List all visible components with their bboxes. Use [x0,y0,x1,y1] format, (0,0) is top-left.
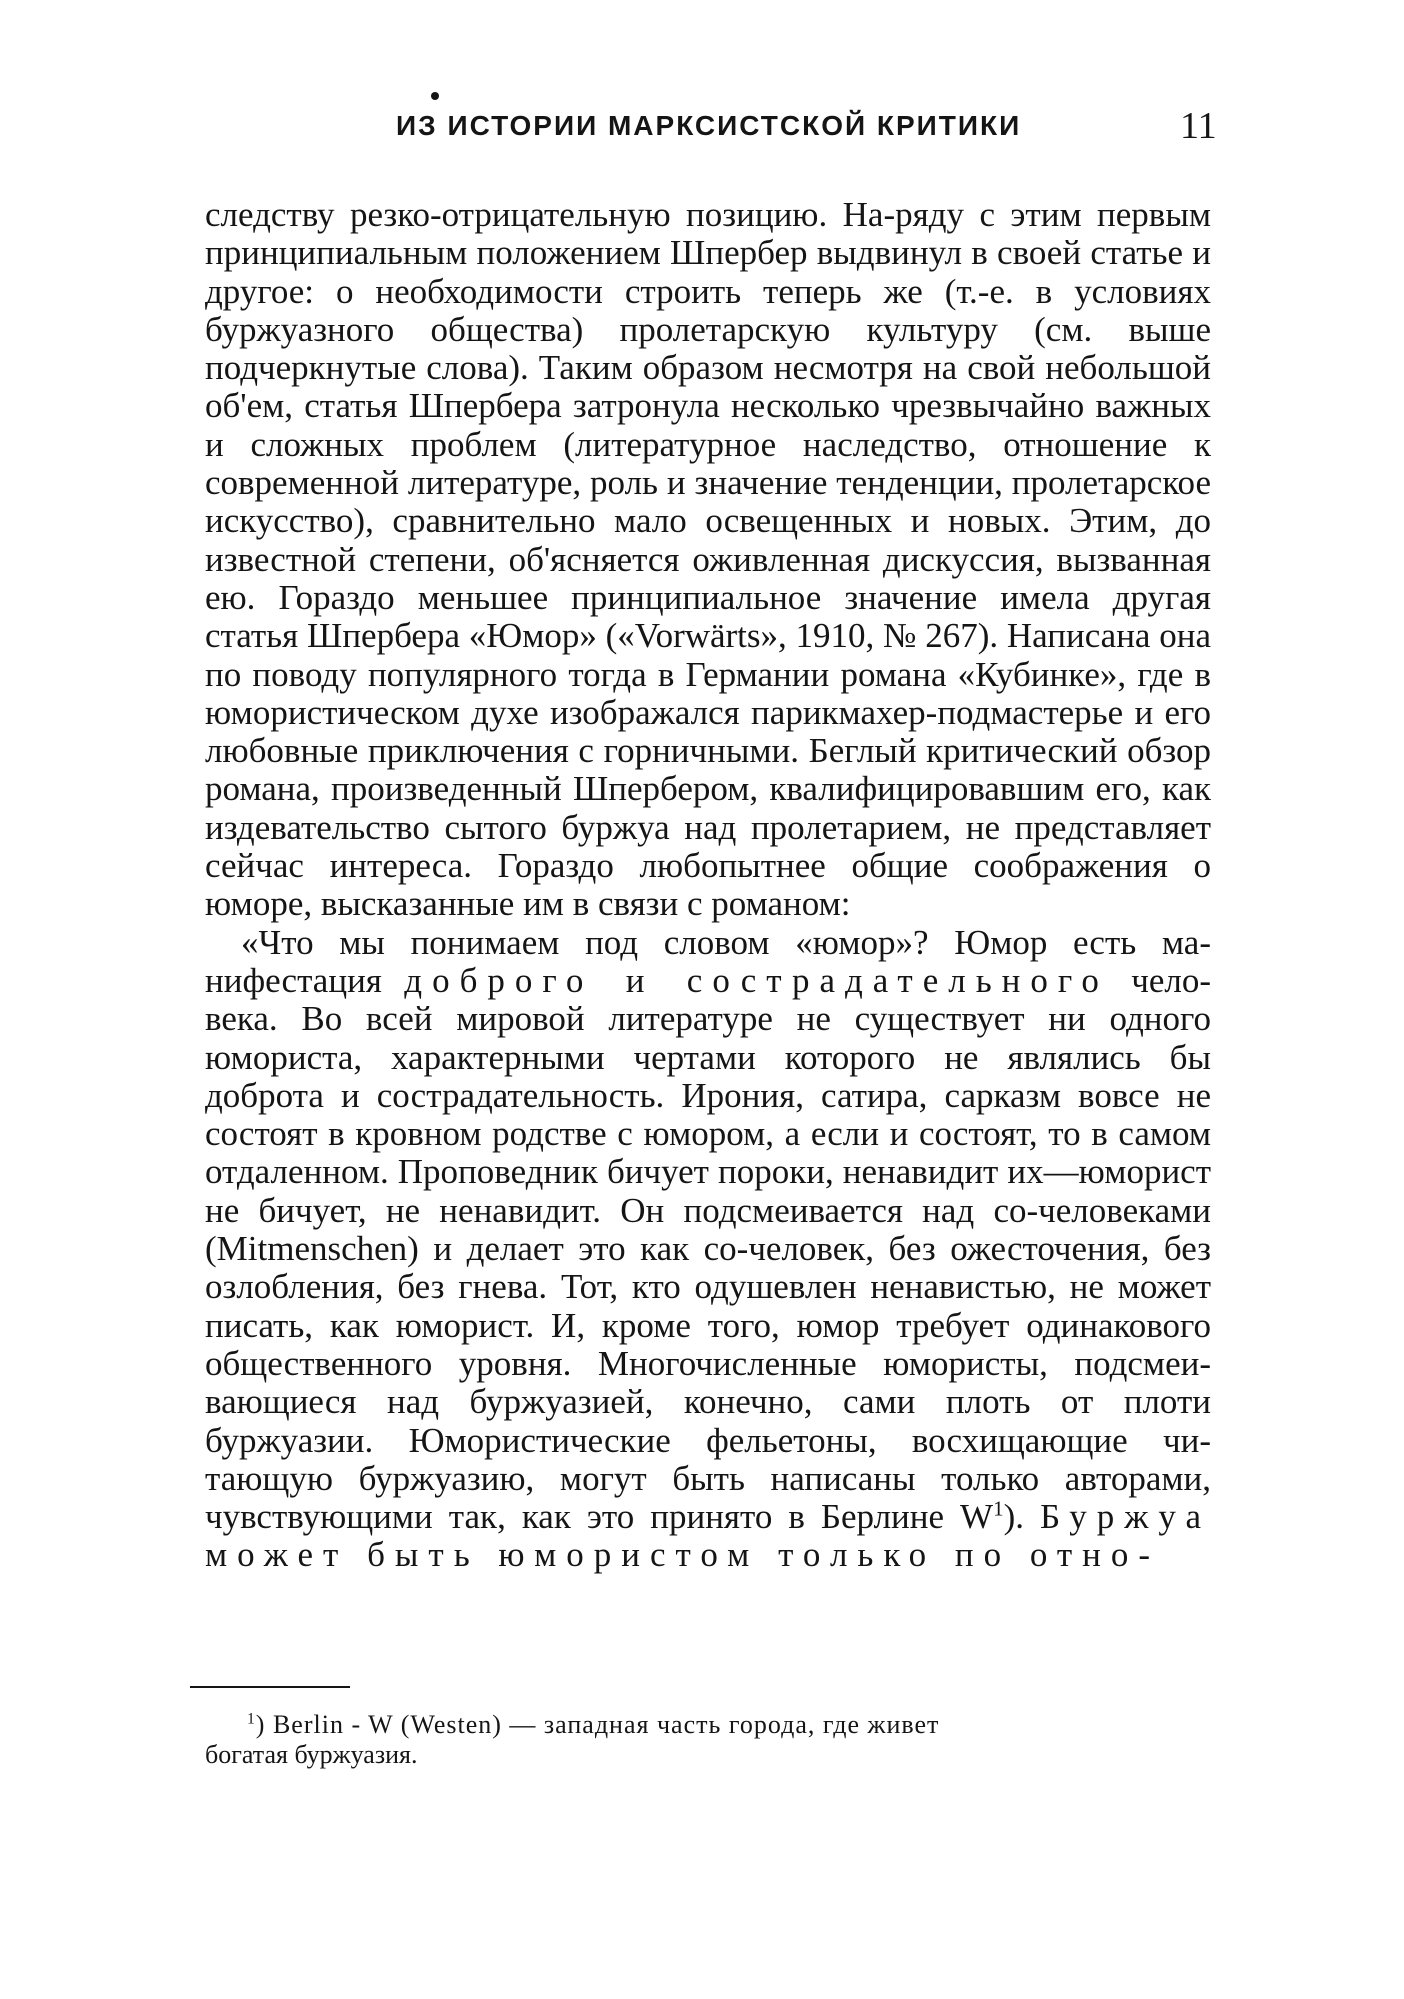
main-text [205,196,1211,1575]
quote-emphasis-1: доброго и сострадательного [404,960,1109,1000]
footnote-line-2: богатая буржуазия. [205,1740,418,1769]
paragraph-1: следству резко-отрицательную позицию. На-ряду с этим первым принципиальным положением Шпербер выдвинул в своей статье и другое: о необходимости строить теперь же (т.-е. в условиях буржуазного общества) пролетарскую культуру (см. выше подчеркнутые слова). Таким образом несмотря на свой небольшой об'ем, статья Шпербера затронула несколько чрезвычайно важных и сложных проблем (литературное наследство, отношение к современной литературе, роль и значение тенденции, пролетарское искусство), сравнительно мало освещенных и новых. Этим, до известной степени, об'ясняется оживленная дискуссия, вызванная ею. Гораздо меньшее принципиальное значение имела другая статья Шпербера «Юмор» («Vorwärts», 1910, № 267). Написана она по поводу популярного тогда в Германии романа «Кубинке», где в юмористическом духе изображался парикмахер-подмастерье и его любовные приключения с горничными. Беглый критический обзор романа, произведенный Шпербером, квалифицировавшим его, как издевательство сытого буржуа над пролетарием, не представляет сейчас интереса. Гораздо любопытнее общие соображения о юморе, высказанные им в связи с романом: [205,195,1211,924]
running-head: ИЗ ИСТОРИИ МАРКСИСТСКОЙ КРИТИКИ [396,110,1022,141]
footnote-text-1: ) Berlin - W (Westen) — западная часть города, где живет [255,1710,940,1739]
footnote-line-1 [205,1710,1211,1740]
header-dot [431,92,439,100]
quote-text-1: «Что мы понимаем под словом «юмор»? Юмор есть манифестация [205,922,1211,1000]
page-number: 11 [1180,105,1217,147]
quote-paragraph [205,924,1211,1575]
footnote-marker: 1 [247,1710,256,1728]
footnote-reference: 1 [993,1496,1004,1521]
quote-text-3: ). [1003,1497,1024,1537]
footnote [205,1710,1211,1770]
footnote-divider [190,1686,350,1688]
quote-text-2: человека. Во всей мировой литературе не существует ни одного юмориста, характерными чертами которого не являлись бы доброта и сострадательность. Ирония, сатира, сарказм вовсе не состоят в кровном родстве с юмором, а если и состоят, то в самом отдаленном. Проповедник бичует пороки, ненавидит их—юморист не бичует, не ненавидит. Он подсмеивается над со-человеками (Mitmenschen) и делает это как со-человек, без ожесточения, без озлобления, без гнева. Тот, кто одушевлен ненавистью, не может писать, как юморист. И, кроме того, юмор требует одинакового общественного уровня. Многочисленные юмористы, подсмеивающиеся над буржуазией, конечно, сами плоть от плоти буржуазии. Юмористические фельетоны, восхищающие читающую буржуазию, могут быть написаны только авторами, чувствующими так, как это принято в Берлине W [205,960,1212,1537]
quote-emphasis-2: Буржуа может быть юмористом только по отно- [205,1497,1211,1575]
